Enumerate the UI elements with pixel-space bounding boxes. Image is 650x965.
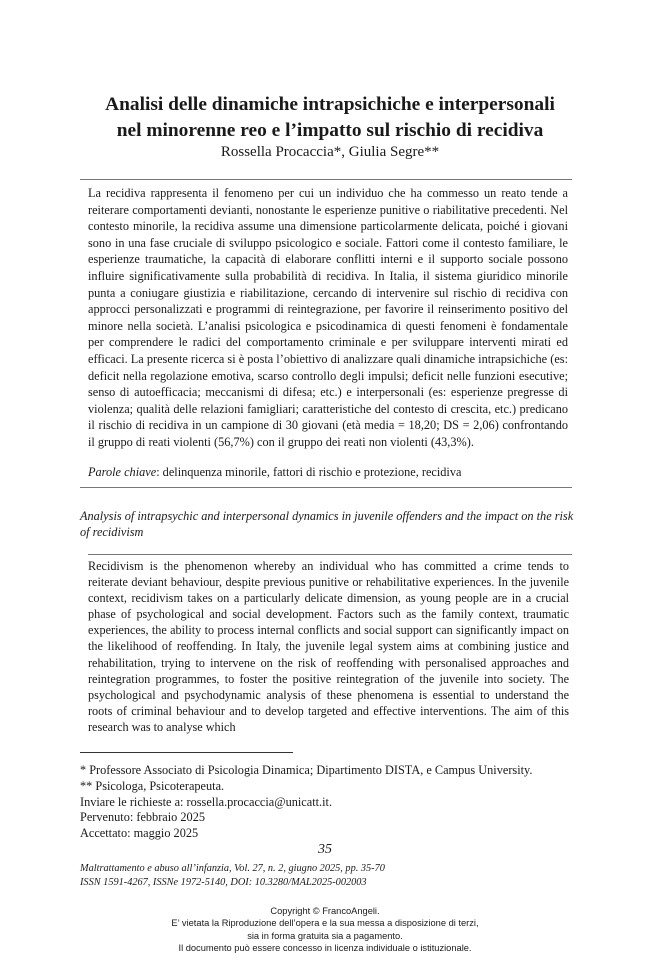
article-authors: Rossella Procaccia*, Giulia Segre** [220, 144, 440, 160]
article-title [60, 92, 600, 144]
page-number: 35 [318, 842, 332, 857]
footnote-affiliation-2: ** Psicologa, Psicoterapeuta. [80, 778, 225, 793]
copyright-line-1: Copyright © FrancoAngeli. [270, 906, 380, 916]
footnote-contact: Inviare le richieste a: rossella.procaccia@unicatt.it. [80, 794, 333, 809]
copyright-line-3: sia in forma gratuita sia a pagamento. [247, 930, 403, 941]
footnote-received: Pervenuto: febbraio 2025 [80, 810, 205, 825]
abstract-it-top-rule [80, 179, 572, 180]
article-title-line-1: Analisi delle dinamiche intrapsichiche e interpersonali [105, 94, 555, 115]
abstract-it-bottom-rule [80, 487, 572, 488]
footnotes [80, 763, 600, 842]
article-title-line-2: nel minorenne reo e l’impatto sul rischio di recidiva [116, 120, 544, 141]
abstract-it-text: La recidiva rappresenta il fenomeno per cui un individuo che ha commesso un reato tende a reiterare comportamenti devianti, nonostante le esperienze punitive o riabilitative precedenti. Nel contesto minorile, la recidiva assume una dimensione particolarmente delicata, poiché i giovani sono in una fase cruciale di sviluppo psicologico e sociale. Fattori come il contesto familiare, le esperienze traumatiche, la capacità di elaborare conflitti interni e il supporto sociale possono influire significativamente sulla probabilità di recidiva. In Italia, il sistema giuridico minorile punta a coniugare giustizia e riabilitazione, cercando di intervenire sul rischio di recidiva con approcci personalizzati e programmi di reintegrazione, per favorire il reinserimento positivo del minore nella società. L’analisi psicologica e psicodinamica di questi fenomeni è fondamentale per comprendere le radici del comportamento criminale e per sviluppare interventi mirati ed efficaci. La presente ricerca si è posta l’obiettivo di analizzare quali dinamiche intrapsichiche (es: deficit nella regolazione emotiva, scarso controllo degli impulsi; deficit nelle funzioni esecutive; senso di autoefficacia; meccanismi di difesa; etc.) e interpersonali (es: esperienze pregresse di violenza; qualità delle relazioni famigliari; caratteristiche del contesto di crescita, etc.) predicano il rischio di recidiva in un campione di 30 giovani (età media = 18,20; DS = 2,06) confrontando il gruppo di reati violenti (56,7%) con il gruppo dei reati non violenti (43,3%). [88, 186, 568, 449]
copyright-notice [0, 905, 650, 955]
journal-citation [80, 862, 600, 889]
copyright-line-4: Il documento può essere concesso in licenza individuale o istituzionale. [178, 943, 472, 954]
keywords-label: Parole chiave [88, 465, 157, 479]
keywords-line [88, 464, 568, 480]
copyright-line-2: E’ vietata la Riproduzione dell’opera e la sua messa a disposizione di terzi, [171, 918, 479, 929]
abstract-en-title: Analysis of intrapsychic and interpersonal dynamics in juvenile offenders and the impact on the risk of recidivism [80, 509, 574, 539]
keywords-values: : delinquenza minorile, fattori di rischio e protezione, recidiva [156, 465, 462, 479]
journal-citation-line-2: ISSN 1591-4267, ISSNe 1972-5140, DOI: 10.3280/MAL2025-002003 [80, 876, 367, 888]
footnote-rule [80, 752, 293, 753]
abstract-en-text: Recidivism is the phenomenon whereby an individual who has committed a crime tends to reiterate deviant behaviour, despite previous punitive or rehabilitative experiences. In the juvenile context, recidivism takes on a particularly delicate dimension, as young people are in a crucial phase of psychological and social development. Factors such as the family context, traumatic experiences, the ability to process internal conflicts and social support can significantly impact on the likelihood of reoffending. In Italy, the juvenile legal system aims at combining justice and rehabilitation, trying to intervene on the risk of reoffending with personalised approaches and reintegration programmes, to foster the positive reintegration of the juvenile into society. The psychological and psychodynamic analysis of these phenomena is essential to understand the roots of criminal behaviour and to develop targeted and effective interventions. The aim of this research was to analyse which [88, 559, 569, 734]
footnote-accepted: Accettato: maggio 2025 [80, 826, 199, 841]
journal-citation-line-1: Maltrattamento e abuso all’infanzia, Vol. 27, n. 2, giugno 2025, pp. 35-70 [80, 863, 385, 874]
footnote-affiliation-1: * Professore Associato di Psicologia Dinamica; Dipartimento DISTA, e Campus University. [80, 763, 533, 777]
abstract-en-top-rule [88, 554, 572, 555]
